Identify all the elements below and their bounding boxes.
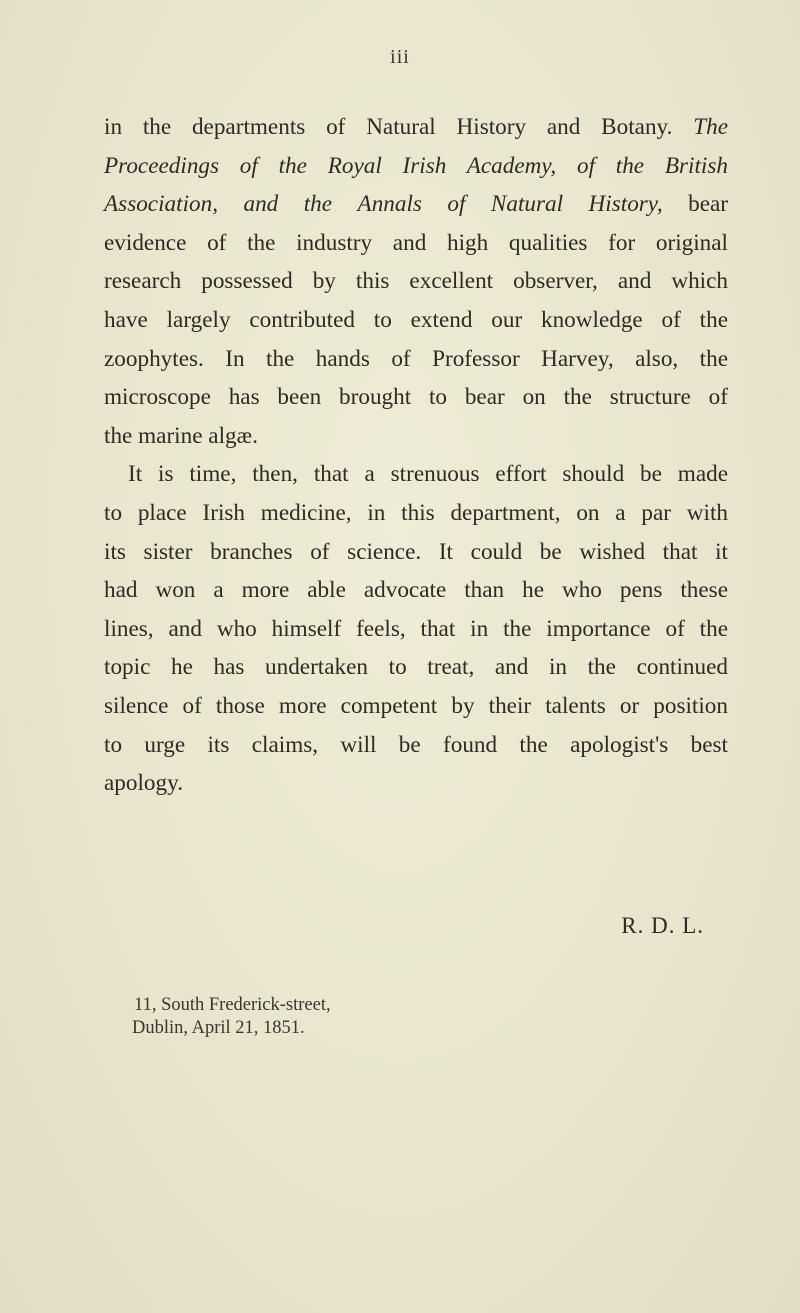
text-line: apology. xyxy=(104,770,183,797)
text-line: topic he has undertaken to treat, and in the continued xyxy=(104,654,728,681)
text-span: bear xyxy=(688,191,728,218)
address-line: 11, South Frederick-street, xyxy=(134,995,331,1015)
text-span: in the departments of Natural History and Botany. xyxy=(104,114,673,140)
text-span-italic: Annals of Natural History, xyxy=(357,191,663,218)
text-span-italic: Association, xyxy=(104,191,219,218)
text-line: evidence of the industry and high qualities for original xyxy=(104,229,728,256)
text-line xyxy=(104,185,728,224)
text-line: have largely contributed to extend our knowledge of the xyxy=(104,306,728,333)
text-line: research possessed by this excellent observer, and which xyxy=(104,268,728,295)
text-line: the marine algæ. xyxy=(104,422,258,449)
text-line xyxy=(104,147,728,186)
text-line xyxy=(104,108,728,147)
text-span-italic: The xyxy=(693,114,728,140)
body-text xyxy=(104,108,728,803)
signature: R. D. L. xyxy=(621,913,704,938)
text-line: lines, and who himself feels, that in the importance of the xyxy=(104,615,728,642)
address-date-line: Dublin, April 21, 1851. xyxy=(132,1018,305,1038)
text-span-italic: and the xyxy=(243,191,333,218)
text-line: had won a more able advocate than he who pens these xyxy=(104,577,728,604)
text-line: to place Irish medicine, in this department, on a par with xyxy=(104,499,728,526)
text-line: its sister branches of science. It could be wished that it xyxy=(104,538,728,565)
text-line: to urge its claims, will be found the apologist's best xyxy=(104,731,728,758)
page-number: iii xyxy=(390,46,410,68)
text-span-italic: Proceedings of the Royal Irish Academy, xyxy=(104,152,557,179)
text-span-italic: of the British xyxy=(576,152,728,179)
text-line: It is time, then, that a strenuous effort should be made xyxy=(128,461,728,488)
text-line: microscope has been brought to bear on the structure of xyxy=(104,384,728,411)
address xyxy=(132,994,331,1040)
text-line: zoophytes. In the hands of Professor Harvey, also, the xyxy=(104,345,728,372)
text-line: silence of those more competent by their talents or position xyxy=(104,692,728,719)
